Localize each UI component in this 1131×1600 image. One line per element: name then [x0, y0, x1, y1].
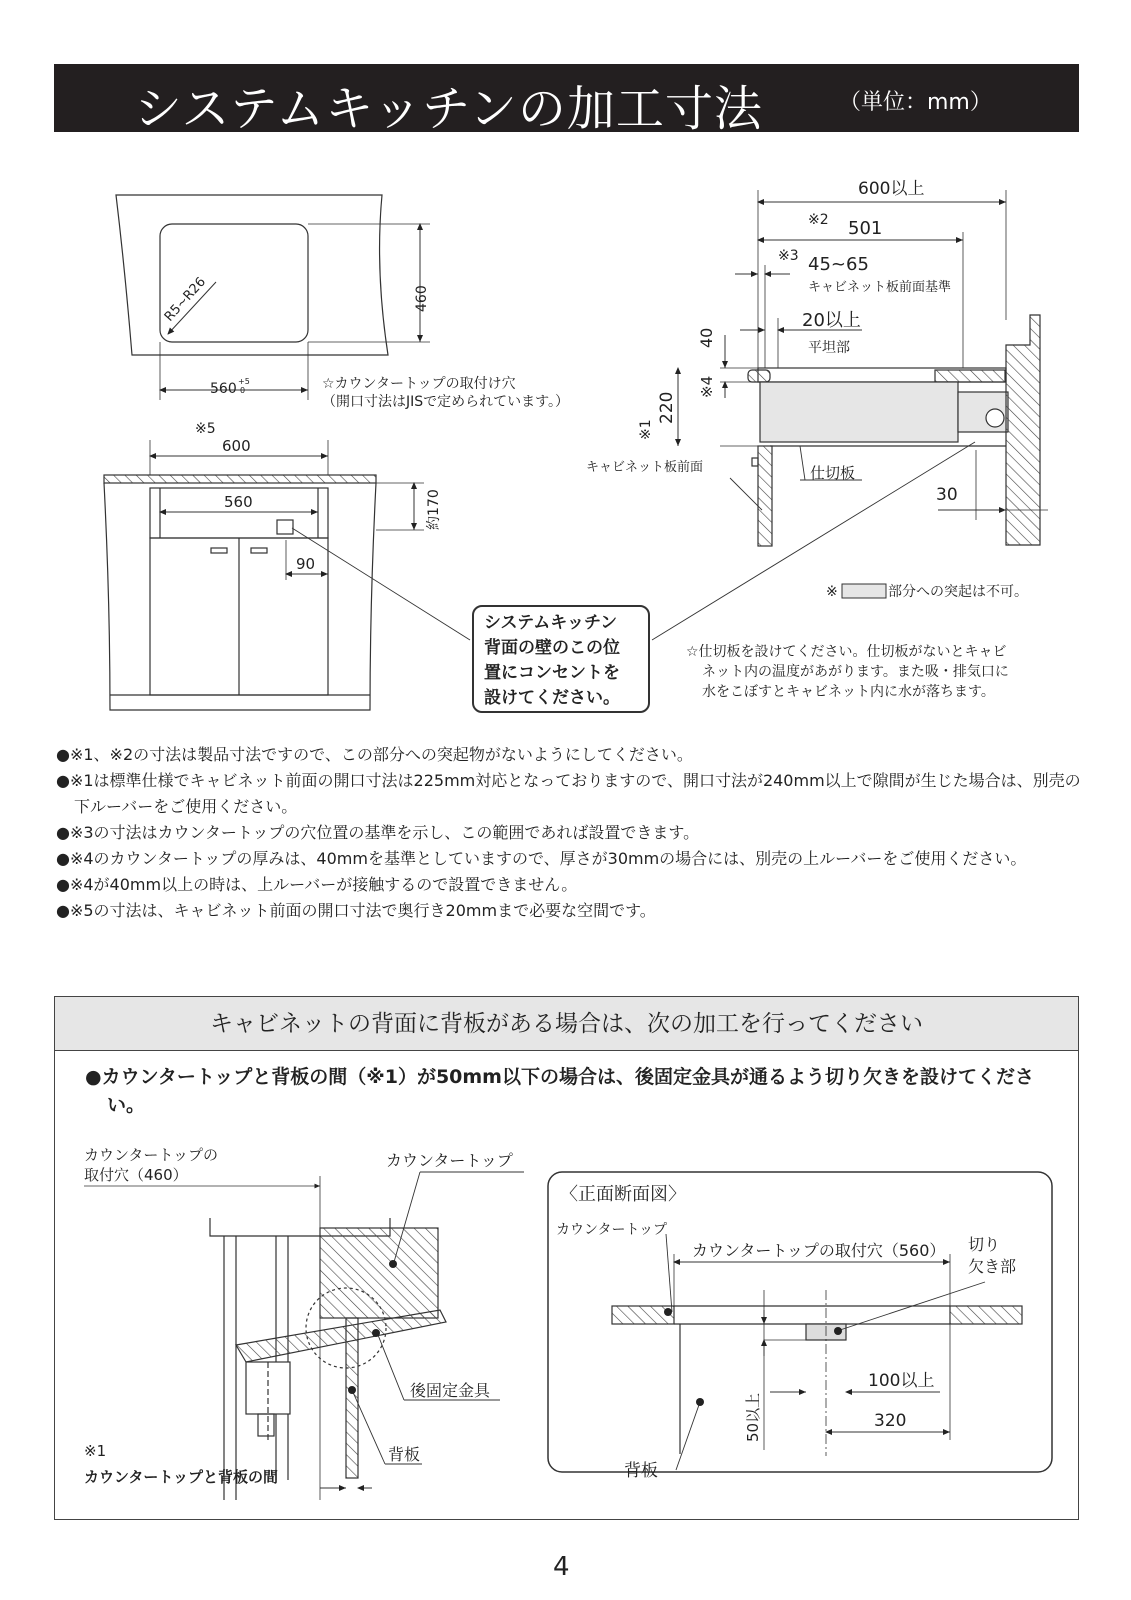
dim-560-front: 560 [224, 493, 253, 511]
note-item: ●※4のカウンタートップの厚みは、40mmを基準としていますので、厚さが30mmの場合には、別売の上ルーバーをご使用ください。 [56, 849, 1027, 868]
notch-label-2: 欠き部 [968, 1257, 1017, 1276]
page-title: システムキッチンの加工寸法 [134, 81, 763, 137]
countertop-label: カウンタートップ [386, 1151, 513, 1170]
partition-note-1: ☆仕切板を設けてください。仕切板がないとキャビ [686, 644, 1007, 660]
dim-170: 約170 [426, 489, 442, 530]
mark2: ※2 [808, 212, 829, 228]
section-countertop-label: カウンタートップ [556, 1222, 668, 1238]
page-number: 4 [553, 1552, 570, 1582]
section-hole-label: カウンタートップの取付穴（560） [692, 1241, 946, 1260]
mark4-dim: ※4 [698, 375, 716, 398]
notch-label-1: 切り [968, 1235, 1001, 1254]
dim-20: 20以上 [802, 310, 861, 331]
width-tol-zero: 0 [240, 386, 246, 395]
gap-label: カウンタートップと背板の間 [84, 1468, 278, 1486]
notes-list [56, 742, 1086, 924]
section-title: 〈正面断面図〉 [560, 1184, 686, 1205]
dim-100: 100以上 [868, 1371, 935, 1391]
dim-501: 501 [848, 218, 883, 239]
dim-320: 320 [874, 1411, 907, 1431]
partition-label: 仕切板 [810, 464, 856, 482]
backboard-instruction: ●カウンタートップと背板の間（※1）が50mm以下の場合は、後固定金具が通るよう切り欠きを設けてください。 [85, 1066, 1034, 1116]
dim-600-side: 600以上 [858, 179, 925, 199]
dim-220: 220 [657, 391, 677, 424]
callout-line-4: 設けてください。 [484, 688, 620, 708]
note-item: ●※3の寸法はカウンタートップの穴位置の基準を示し、この範囲であれば設置できます。 [56, 823, 700, 842]
dim-600-front: 600 [222, 437, 251, 455]
callout-line-2: 背面の壁のこの位 [484, 638, 620, 658]
protrusion-swatch [842, 584, 886, 598]
callout-line-3: 置にコンセントを [484, 663, 620, 683]
width-dim: 560 [210, 381, 237, 397]
mark3: ※3 [778, 248, 799, 264]
rear-bracket-label: 後固定金具 [410, 1381, 491, 1400]
radius-label: R5~R26 [161, 274, 209, 325]
mark1-side: ※1 [638, 419, 654, 440]
no-protrusion: 部分への突起は不可。 [888, 584, 1028, 600]
backboard-heading: キャビネットの背面に背板がある場合は、次の加工を行ってください [55, 997, 1078, 1051]
partition-note-3: 水をこぼすとキャビネット内に水が落ちます。 [702, 684, 995, 700]
unit-label: （単位：mm） [839, 90, 992, 115]
dim-40: 40 [697, 327, 716, 348]
cabinet-front-label: キャビネット板前面 [586, 460, 704, 475]
note-item: ●※1は標準仕様でキャビネット前面の開口寸法は225mm対応となっておりますので、開口寸法が240mm以上で隙間が生じた場合は、別売の下ルーバーをご使用ください。 [56, 771, 1081, 816]
callout-line-1: システムキッチン [484, 613, 618, 633]
depth-dim: 460 [414, 285, 430, 312]
jis-note-1: ☆カウンタートップの取付け穴 [322, 376, 516, 392]
width-tol: +5 [238, 377, 250, 386]
partition-note-2: ネット内の温度があがります。また吸・排気口に [702, 664, 1009, 680]
no-protrusion-mark: ※ [826, 584, 838, 600]
countertop-plan [116, 195, 430, 400]
backboard-label: 背板 [388, 1445, 421, 1464]
outlet-callout [472, 605, 650, 713]
dim-50: 50以上 [744, 1392, 762, 1442]
flat-part: 平坦部 [808, 340, 850, 356]
note-item: ●※1、※2の寸法は製品寸法ですので、この部分への突起物がないようにしてください。 [56, 745, 693, 764]
hole-label-2: 取付穴（460） [84, 1166, 188, 1184]
cabinet-front-view [104, 440, 470, 710]
jis-note-2: （開口寸法はJISで定められています。） [322, 394, 570, 410]
dim-30: 30 [936, 485, 958, 505]
note-item: ●※5の寸法は、キャビネット前面の開口寸法で奥行き20mmまで必要な空間です。 [56, 901, 656, 920]
dim-45-65: 45~65 [808, 254, 869, 275]
hole-label-1: カウンタートップの [84, 1146, 218, 1164]
mark1-bottom: ※1 [84, 1442, 107, 1460]
note-item: ●※4が40mm以上の時は、上ルーバーが接触するので設置できません。 [56, 875, 578, 894]
mark5: ※5 [195, 421, 216, 437]
ref-cabinet: キャビネット板前面基準 [808, 280, 952, 295]
section-backboard-label: 背板 [624, 1461, 658, 1481]
dim-90: 90 [296, 555, 316, 573]
backboard-section [54, 996, 1079, 1520]
